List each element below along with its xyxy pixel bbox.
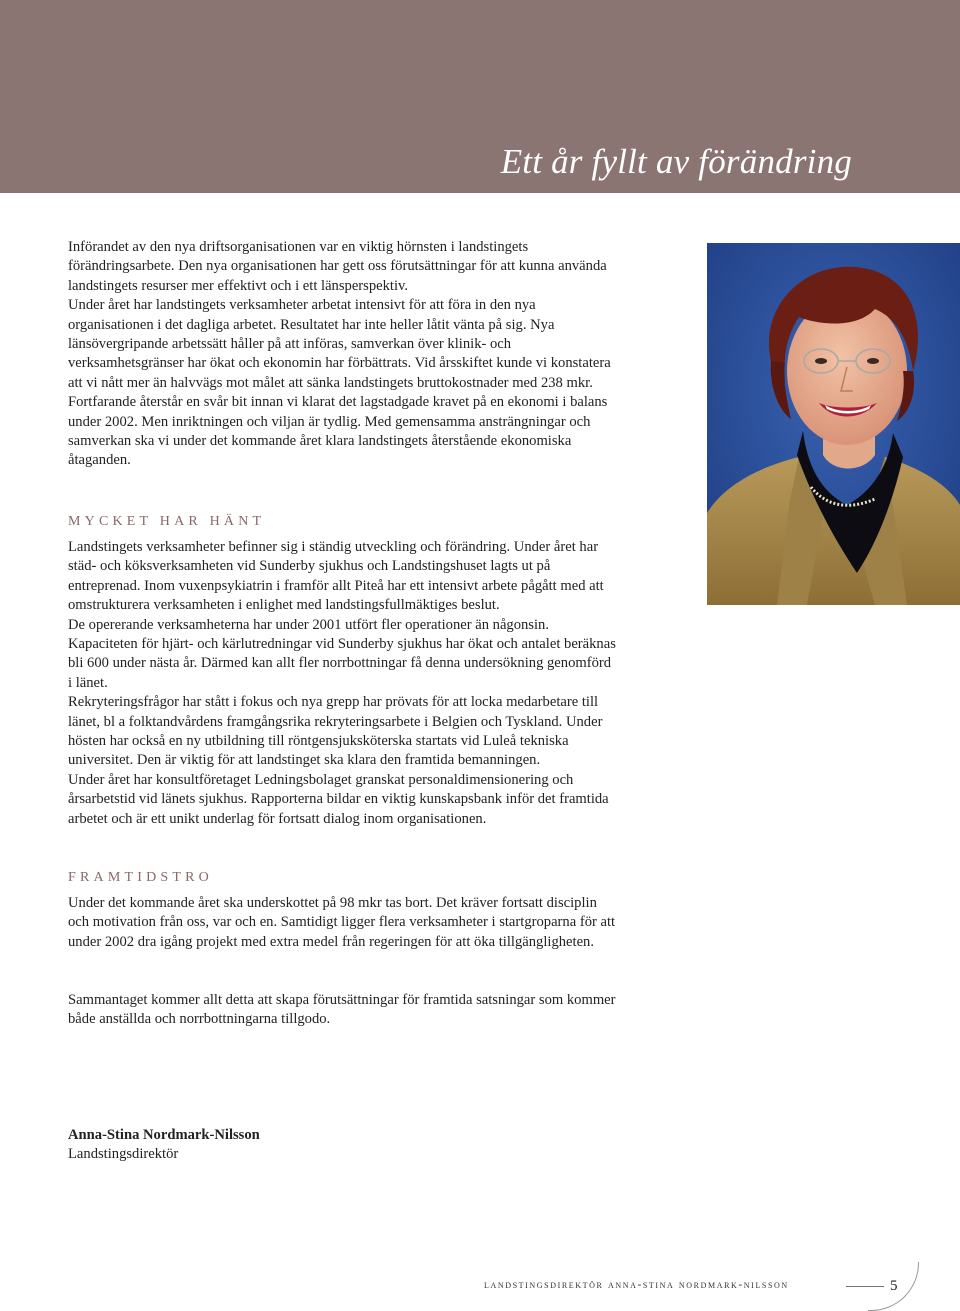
signature-role: Landstingsdirektör: [68, 1146, 179, 1162]
intro-paragraph-3: Fortfarande återstår en svår bit innan vi klarat det lagstadgade kravet på en ekonomi i balans under 2002. Men inriktningen och viljan är tydlig. Med gemensamma ansträngningar och samverkan ska vi under det kommande året klara landstingets återstående ekonomiska åtaganden.: [68, 394, 608, 469]
intro-paragraph-2: Under året har landstingets verksamheter arbetat intensivt för att föra in den nya organisationen i det dagliga arbetet. Resultatet har inte heller låtit vänta på sig. Nya länsövergripande arbetssätt håller på att införas, samverkan över klinik- och verksamhetsgränser har ökat och ekonomin har förbättrats. Vid årsskiftet kunde vi konstatera att vi nått mer än halvvägs mot målet att sänka landstingets bruttokostnader med 238 mkr.: [68, 297, 611, 391]
section-heading-mycket-har-hant: MYCKET HAR HÄNT: [68, 514, 266, 529]
section-hant-paragraph-3: Rekryteringsfrågor har stått i fokus och nya grepp har prövats för att locka medarbetare till länet, bl a folktandvårdens framgångsrika rekryteringsarbete i Belgien och Tyskland. Under hösten har också en ny utbildning till röntgensjuksköterska startats vid Luleå tekniska universitet. Den är viktig för att landstinget ska klara den framtida bemanningen.: [68, 694, 603, 769]
intro-text: [68, 238, 616, 471]
section-heading-framtidstro: FRAMTIDSTRO: [68, 870, 213, 885]
section-hant-text: [68, 538, 616, 829]
signature-name: Anna-Stina Nordmark-Nilsson: [68, 1127, 260, 1143]
closing-text: [68, 991, 616, 1030]
section-hant-paragraph-4: Under året har konsultföretaget Ledningsbolaget granskat personaldimensionering och årsarbetstid vid länets sjukhus. Rapporterna bildar en viktig kunskapsbank inför det framtida arbetet och är ett unikt underlag för fortsatt dialog inom organisationen.: [68, 771, 609, 827]
section-hant-paragraph-2: De opererande verksamheterna har under 2001 utfört fler operationer än någonsin. Kapaciteten för hjärt- och kärlutredningar vid Sunderby sjukhus har ökat och antalet beräknas bli 600 under nästa år. Därmed kan allt fler norrbottningar få denna undersökning genomförd i länet.: [68, 616, 616, 691]
footer-label: landstingsdirektör anna-stina nordmark-nilsson: [484, 1279, 789, 1291]
section-hant-paragraph-1: Landstingets verksamheter befinner sig i ständig utveckling och förändring. Under året har städ- och köksverksamheten vid Sunderby sjukhus och Landstingshuset lagts ut på entreprenad. Inom vuxenpsykiatrin i framför allt Piteå har ett intensivt arbete pågått med att omstrukturera verksamheten i enlighet med landstingsfullmäktiges beslut.: [68, 539, 604, 614]
page-title: Ett år fyllt av förändring: [500, 142, 852, 181]
section-framtid-text: [68, 894, 616, 952]
intro-paragraph-1: Införandet av den nya driftsorganisationen var en viktig hörnsten i landstingets förändringsarbete. Den nya organisationen har gett oss förutsättningar för att kunna använda landstingets resurser mer effektivt och i ett länsperspektiv.: [68, 239, 607, 294]
section-framtid-paragraph-1: Under det kommande året ska underskottet på 98 mkr tas bort. Det kräver fortsatt disciplin och motivation från oss, var och en. Samtidigt ligger flera verksamheter i startgroparna för att under 2002 dra igång projekt med extra medel från regeringen för att öka tillgängligheten.: [68, 895, 616, 950]
portrait-photo: [707, 243, 960, 605]
closing-paragraph: Sammantaget kommer allt detta att skapa förutsättningar för framtida satsningar som kommer både anställda och norrbottningarna tillgodo.: [68, 992, 616, 1028]
portrait-illustration: [707, 243, 960, 605]
page-number: 5: [890, 1278, 898, 1294]
